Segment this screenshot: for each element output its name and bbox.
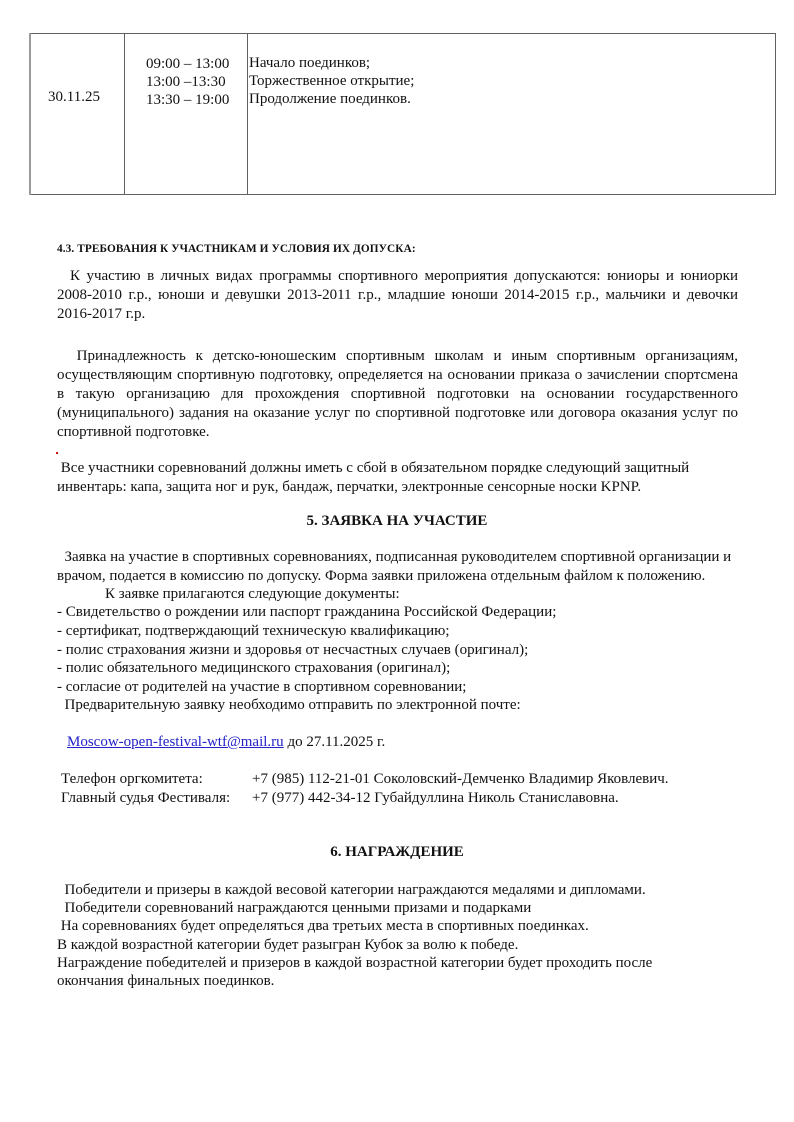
contact-label: Главный судья Фестиваля: <box>61 790 231 806</box>
preliminary-application-text: Предварительную заявку необходимо отправить по электронной почте: <box>57 697 521 713</box>
awards-line: Награждение победителей и призеров в каждой возрастной категории будет проходить после <box>57 955 653 971</box>
awards-line: В каждой возрастной категории будет разыгран Кубок за волю к победе. <box>57 937 519 953</box>
section-4-3-heading: 4.3. ТРЕБОВАНИЯ К УЧАСТНИКАМ И УСЛОВИЯ ИХ ДОПУСКА: <box>57 243 416 255</box>
document-item: - Свидетельство о рождении или паспорт гражданина Российской Федерации; <box>57 604 557 620</box>
document-item: - полис обязательного медицинского страхования (оригинал); <box>57 660 451 676</box>
schedule-activities <box>249 54 414 108</box>
awards-line: На соревнованиях будет определяться два третьих места в спортивных поединках. <box>57 918 589 934</box>
awards-line: Победители и призеры в каждой весовой категории награждаются медалями и дипломами. <box>57 882 646 898</box>
awards-line: Победители соревнований награждаются ценными призами и подарками <box>57 900 532 916</box>
activity-item: Продолжение поединков. <box>249 91 411 107</box>
document-item: - сертификат, подтверждающий техническую квалификацию; <box>57 623 450 639</box>
contact-row <box>61 770 669 789</box>
activity-item: Начало поединков; <box>249 55 371 71</box>
contact-value: +7 (977) 442-34-12 Губайдуллина Николь Станиславовна. <box>252 790 619 806</box>
documents-intro: К заявке прилагаются следующие документы: <box>105 586 400 602</box>
awards-line: окончания финальных поединков. <box>57 973 275 989</box>
contact-label: Телефон оргкомитета: <box>61 771 203 787</box>
schedule-date: 30.11.25 <box>48 89 100 105</box>
deadline-text: до 27.11.2025 г. <box>283 734 386 750</box>
schedule-times <box>146 55 229 109</box>
eligibility-paragraph: К участию в личных видах программы спортивного мероприятия допускаются: юниоры и юниорки 2008-2010 г.р., юноши и девушки 2013-2011 г.р., младшие юноши 2014-2015 г.р., мальчики и девочки 2016-2017 г.р. <box>57 268 742 322</box>
section-6-heading: 6. НАГРАЖДЕНИЕ <box>330 844 464 860</box>
section-5-heading: 5. ЗАЯВКА НА УЧАСТИЕ <box>306 513 488 529</box>
document-item: - полис страхования жизни и здоровья от несчастных случаев (оригинал); <box>57 642 529 658</box>
contact-value: +7 (985) 112-21-01 Соколовский-Демченко Владимир Яковлевич. <box>252 771 669 787</box>
time-slot: 13:00 –13:30 <box>146 74 226 90</box>
contact-row <box>61 789 619 808</box>
affiliation-paragraph: Принадлежность к детско-юношеским спортивным школам и иным спортивным организациям, осуществляющим спортивную подготовку, определяется на основании приказа о зачислении спортсмена в такую организацию для прохождения спортивной подготовки на основании государственного (муниципального) задания на оказание услуг по спортивной подготовке или договора оказания услуг по спортивной подготовке. <box>57 348 742 440</box>
equipment-paragraph: Все участники соревнований должны иметь с сбой в обязательном порядке следующий защитный инвентарь: капа, защита ног и рук, бандаж, перчатки, электронные сенсорные носки KPNP. <box>57 460 693 495</box>
date-cell <box>30 34 125 195</box>
time-slot: 09:00 – 13:00 <box>146 56 230 72</box>
time-slot: 13:30 – 19:00 <box>146 92 230 108</box>
email-link[interactable]: Moscow-open-festival-wtf@mail.ru <box>67 734 284 750</box>
stray-mark <box>56 452 58 454</box>
activity-item: Торжественное открытие; <box>249 73 415 89</box>
email-line <box>67 733 385 752</box>
document-item: - согласие от родителей на участие в спортивном соревновании; <box>57 679 467 695</box>
application-paragraph: Заявка на участие в спортивных соревнованиях, подписанная руководителем спортивной организации и врачом, подается в комиссию по допуску. Форма заявки приложена отдельным файлом к положению. <box>57 549 735 584</box>
